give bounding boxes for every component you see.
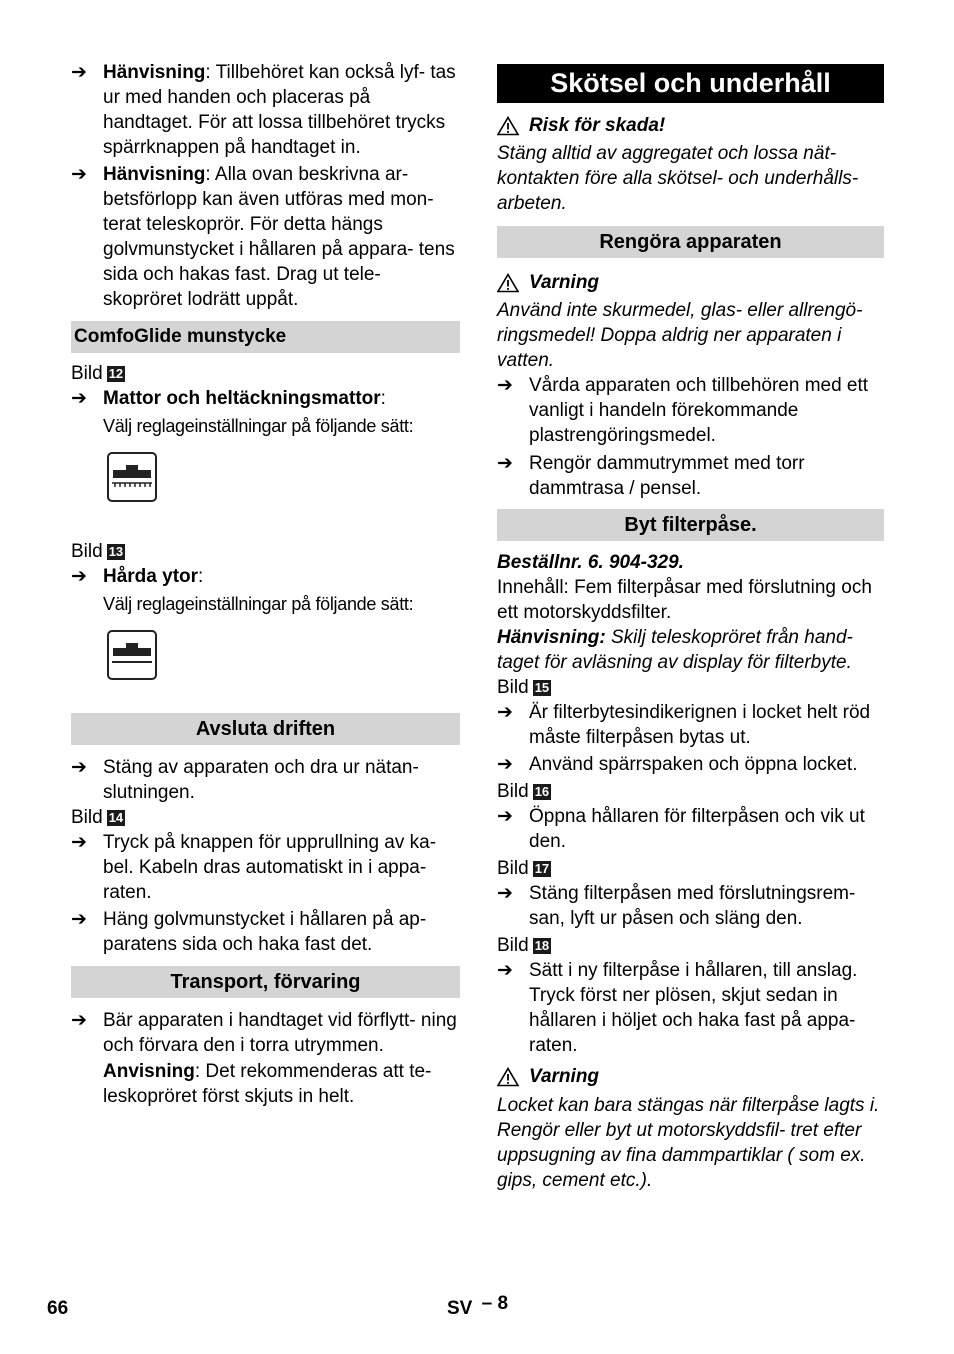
note-bullet: ➔ Hänvisning: Tillbehöret kan också lyf- tas ur med handen och placeras på handtaget. För att lossa tillbehöret trycks spärrknappen på handtaget in. [71, 62, 456, 158]
instruction-text: Välj reglageinställningar på följande sätt: [103, 416, 414, 436]
warning-text: Använd inte skurmedel, glas- eller allrengö- ringsmedel! Doppa aldrig ner apparaten i vatten. [497, 300, 863, 371]
arrow-icon: ➔ [71, 566, 87, 587]
order-number: Beställnr. 6. 904-329. [497, 552, 684, 573]
right-column [497, 64, 884, 1193]
hard-floor-setting-icon [71, 630, 460, 687]
carpet-setting-icon [71, 452, 460, 509]
list-item: ➔ Mattor och heltäckningsmattor: [71, 388, 386, 409]
section-heading-transport: Transport, förvaring [71, 966, 460, 998]
left-column [71, 60, 460, 1109]
list-item: ➔ Öppna hållaren för filterpåsen och vik ut den. [497, 806, 865, 852]
figure-ref: Bild 17 [497, 858, 550, 879]
arrow-icon: ➔ [497, 702, 513, 723]
warning-text: Stäng alltid av aggregatet och lossa nät- kontakten före alla skötsel- och underhålls- arbeten. [497, 143, 859, 214]
list-item: ➔ Sätt i ny filterpåse i hållaren, till anslag. Tryck först ner plösen, skjut sedan in hållaren i höljet och haka fast på appa- raten. [497, 960, 858, 1056]
arrow-icon: ➔ [497, 883, 513, 904]
arrow-icon: ➔ [71, 62, 87, 83]
arrow-icon: ➔ [71, 388, 87, 409]
chapter-title: Skötsel och underhåll [497, 64, 884, 103]
list-item: ➔ Vårda apparaten och tillbehören med ett vanligt i handeln förekommande plastrengöringsmedel. [497, 375, 869, 446]
list-item: ➔ Använd spärrspaken och öppna locket. [497, 754, 858, 775]
warning-text: Locket kan bara stängas när filterpåse lagts i. Rengör eller byt ut motorskyddsfil- tret efter uppsugning av fina dammpartiklar ( som ex. gips, cement etc.). [497, 1095, 880, 1191]
figure-ref: Bild 14 [71, 807, 124, 828]
arrow-icon: ➔ [497, 453, 513, 474]
warning-heading: Risk för skada! [497, 113, 884, 138]
content-text: Innehåll: Fem filterpåsar med förslutning och ett motorskyddsfilter. [497, 577, 872, 623]
warning-triangle-icon [497, 273, 519, 293]
section-heading-avsluta: Avsluta driften [71, 713, 460, 745]
section-heading-filter: Byt filterpåse. [497, 509, 884, 541]
figure-ref: Bild 12 [71, 363, 124, 384]
list-item: ➔ Bär apparaten i handtaget vid förflytt- ning och förvara den i torra utrymmen. [71, 1010, 457, 1056]
list-item: ➔ Häng golvmunstycket i hållaren på ap- paratens sida och haka fast det. [71, 909, 427, 955]
figure-ref: Bild 13 [71, 541, 124, 562]
arrow-icon: ➔ [71, 164, 87, 185]
list-item: ➔ Är filterbytesindikerignen i locket helt röd måste filterpåsen bytas ut. [497, 702, 871, 748]
arrow-icon: ➔ [497, 806, 513, 827]
arrow-icon: ➔ [71, 909, 87, 930]
warning-triangle-icon [497, 116, 519, 136]
warning-heading: Varning [497, 1064, 884, 1089]
list-item: ➔ Tryck på knappen för upprullning av ka- bel. Kabeln dras automatiskt in i appa- raten. [71, 832, 437, 903]
arrow-icon: ➔ [497, 960, 513, 981]
arrow-icon: ➔ [497, 375, 513, 396]
section-heading-comfoglide: ComfoGlide munstycke [71, 321, 460, 353]
figure-ref: Bild 16 [497, 781, 550, 802]
note-bullet: ➔ Hänvisning: Alla ovan beskrivna ar- betsförlopp kan även utföras med mon- terat teleskoprör. För detta hängs golvmunstycket i hållaren på appara- tens sida och hakas fast. Drag ut tele- skopröret lodrätt uppåt. [71, 164, 455, 310]
note-text: Hänvisning: Skilj teleskopröret från hand- taget för avläsning av display för filterbyte. [497, 627, 853, 673]
instruction-text: Välj reglageinställningar på följande sätt: [103, 594, 414, 614]
note-text: Anvisning: Det rekommenderas att te- leskopröret först skjuts in helt. [103, 1061, 432, 1107]
arrow-icon: ➔ [71, 832, 87, 853]
list-item: ➔ Stäng av apparaten och dra ur nätan- slutningen. [71, 757, 419, 803]
footer-label: SV – 8 [447, 1293, 509, 1319]
page-number: 66 [47, 1298, 69, 1319]
arrow-icon: ➔ [71, 1010, 87, 1031]
section-heading-rengora: Rengöra apparaten [497, 226, 884, 258]
list-item: ➔ Stäng filterpåsen med förslutningsrem- san, lyft ur påsen och släng den. [497, 883, 856, 929]
list-item: ➔ Rengör dammutrymmet med torr dammtrasa / pensel. [497, 453, 805, 499]
figure-ref: Bild 18 [497, 935, 550, 956]
arrow-icon: ➔ [71, 757, 87, 778]
warning-triangle-icon [497, 1067, 519, 1087]
arrow-icon: ➔ [497, 754, 513, 775]
figure-ref: Bild 15 [497, 677, 550, 698]
warning-heading: Varning [497, 270, 884, 295]
list-item: ➔ Hårda ytor: [71, 566, 204, 587]
